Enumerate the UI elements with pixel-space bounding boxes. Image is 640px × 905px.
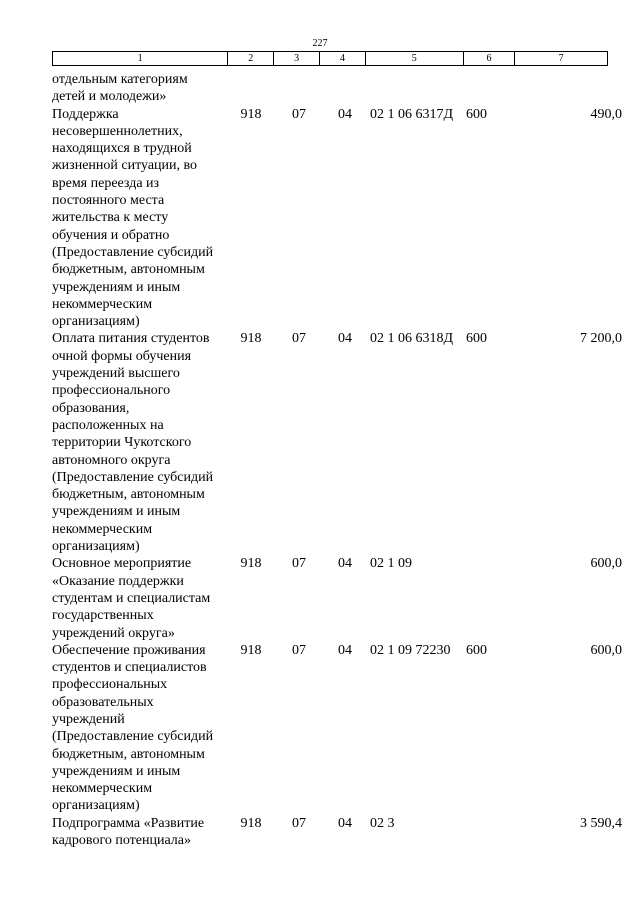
row-amount: 600,0 <box>590 642 622 658</box>
row-section-code: 07 <box>292 642 306 658</box>
row-amount: 7 200,0 <box>580 331 622 347</box>
row-expense-type: 600 <box>466 106 487 122</box>
header-col-4: 4 <box>320 52 366 65</box>
row-ministry-code: 918 <box>240 815 262 831</box>
table-row <box>52 815 622 850</box>
row-ministry-code: 918 <box>240 556 262 572</box>
row-section-code: 07 <box>292 106 306 122</box>
row-description: Поддержка несовершеннолетних, находящихся в трудной жизненной ситуации, во время переезда из постоянного места жительства к месту обучения и обратно (Предоставление субсидий бюджетным, автономным учреждениям и иным некоммерческим организациям) <box>52 106 214 330</box>
header-col-6: 6 <box>464 52 516 65</box>
row-subsection-code: 04 <box>338 556 352 572</box>
table-row <box>52 555 622 641</box>
row-target-article: 02 1 09 72230 <box>370 642 451 658</box>
row-subsection-code: 04 <box>338 815 352 831</box>
header-col-5: 5 <box>366 52 464 65</box>
row-amount: 490,0 <box>590 106 622 122</box>
row-amount: 600,0 <box>590 556 622 572</box>
row-section-code: 07 <box>292 556 306 572</box>
header-col-2: 2 <box>228 52 274 65</box>
row-subsection-code: 04 <box>338 642 352 658</box>
table-header <box>52 51 608 66</box>
row-subsection-code: 04 <box>338 106 352 122</box>
row-target-article: 02 1 09 <box>370 556 412 572</box>
header-col-3: 3 <box>274 52 320 65</box>
row-description: Подпрограмма «Развитие кадрового потенциала» <box>52 815 205 849</box>
header-col-7: 7 <box>558 53 564 64</box>
row-description: Основное мероприятие «Оказание поддержки студентам и специалистам государственных учреждений округа» <box>52 556 211 641</box>
row-target-article: 02 3 <box>370 815 395 831</box>
row-description: отдельным категориям детей и молодежи» <box>52 72 188 105</box>
row-expense-type: 600 <box>466 642 487 658</box>
row-expense-type: 600 <box>466 331 487 347</box>
table-body <box>52 71 622 849</box>
row-ministry-code: 918 <box>240 642 262 658</box>
row-amount: 3 590,4 <box>580 815 622 831</box>
table-row <box>52 642 622 815</box>
row-ministry-code: 918 <box>240 106 262 122</box>
row-subsection-code: 04 <box>338 331 352 347</box>
table-row <box>52 330 622 555</box>
row-section-code: 07 <box>292 815 306 831</box>
row-description: Оплата питания студентов очной формы обучения учреждений высшего профессионального образования, расположенных на территории Чукотского автономного округа (Предоставление субсидий бюджетным, автономным учреждениям и иным некоммерческим организациям) <box>52 331 214 555</box>
row-target-article: 02 1 06 6317Д <box>370 106 454 122</box>
table-row <box>52 106 622 331</box>
row-ministry-code: 918 <box>240 331 262 347</box>
row-target-article: 02 1 06 6318Д <box>370 331 454 347</box>
continuation-row <box>52 71 622 106</box>
row-section-code: 07 <box>292 331 306 347</box>
row-description: Обеспечение проживания студентов и специалистов профессиональных образовательных учреждений (Предоставление субсидий бюджетным, автономным учреждениям и иным некоммерческим организациям) <box>52 642 214 814</box>
page-number: 227 <box>312 38 328 49</box>
header-col-1: 1 <box>53 52 228 65</box>
